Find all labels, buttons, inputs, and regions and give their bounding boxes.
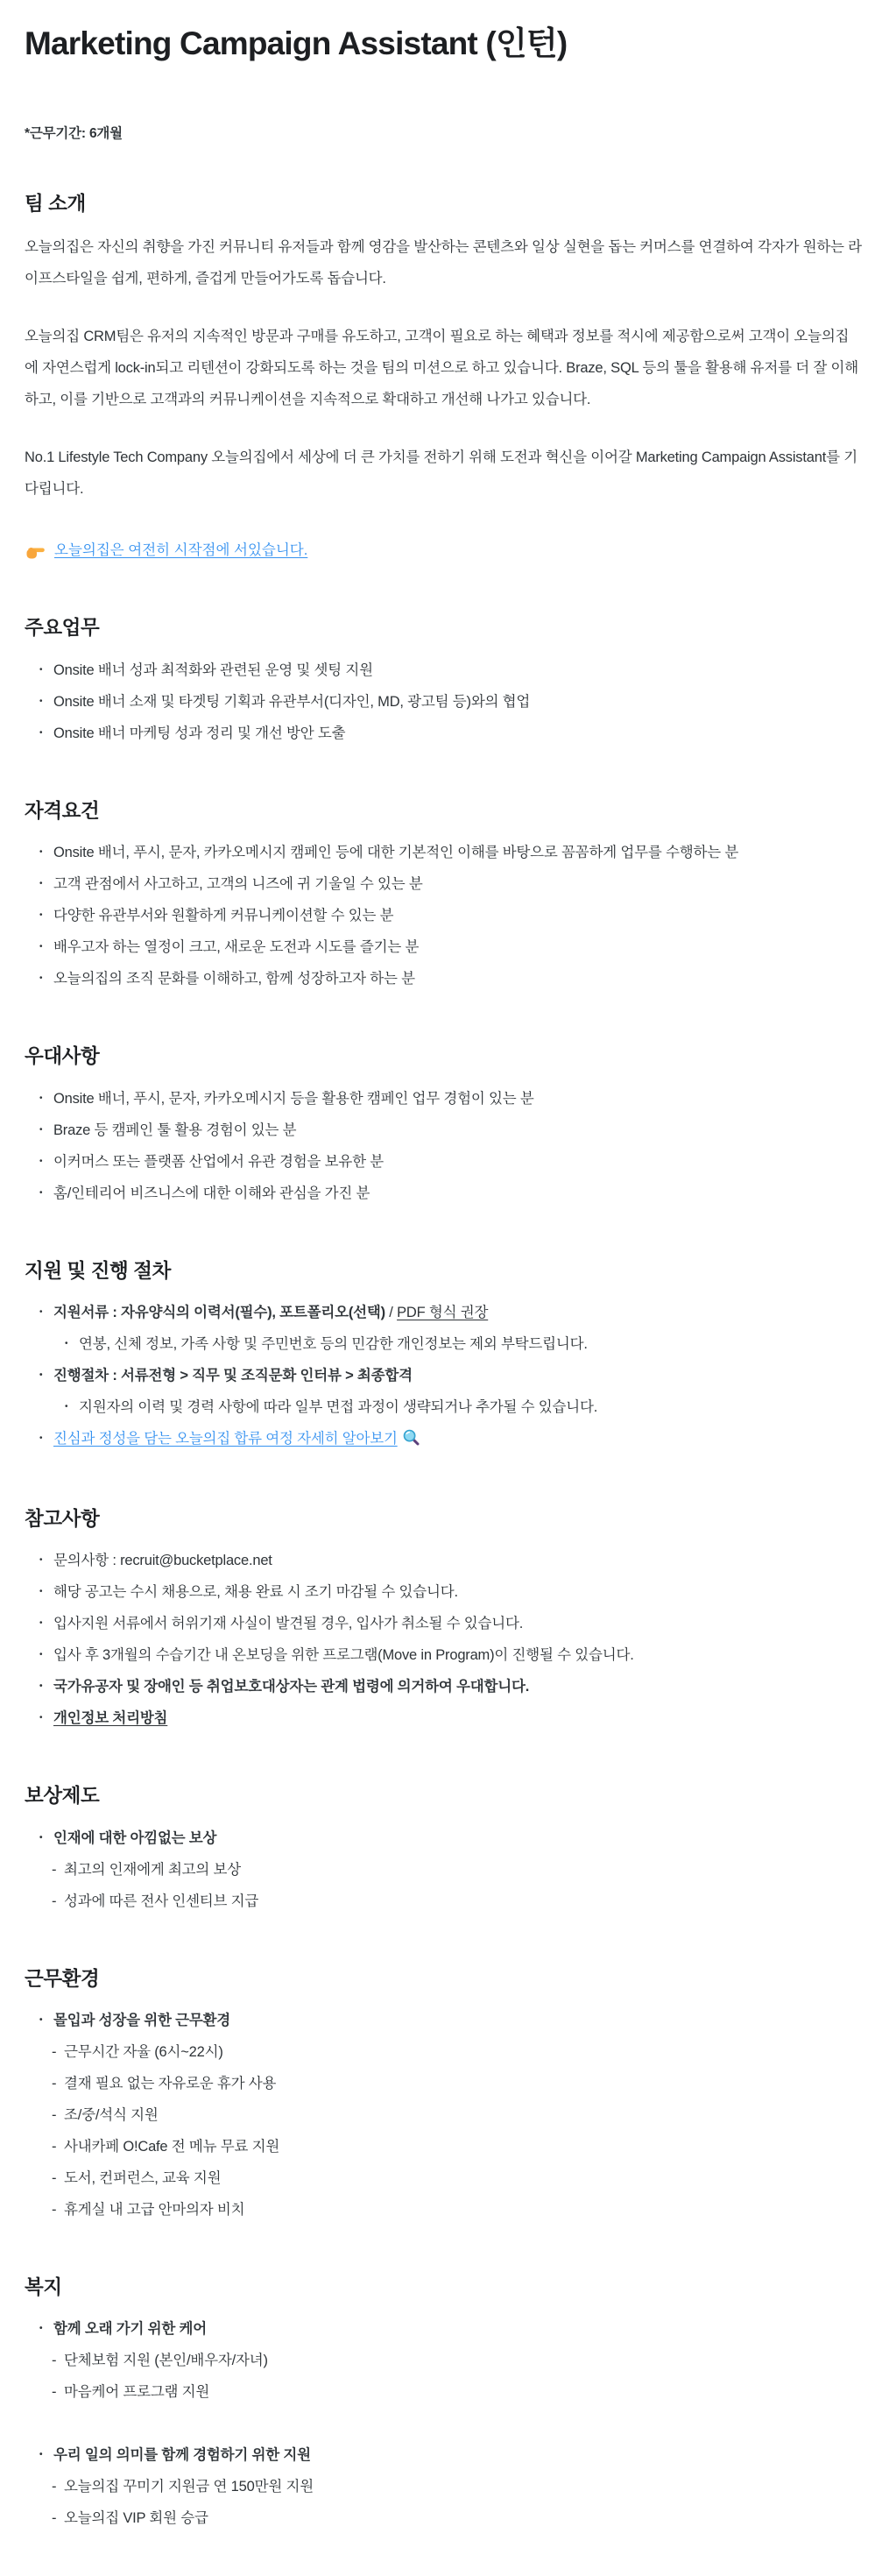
qualifications-heading: 자격요건 (25, 799, 100, 822)
process-documents-note: • 연봉, 신체 정보, 가족 사항 및 주민번호 등의 민감한 개인정보는 제외 부탁드립니다. (25, 1328, 863, 1360)
process-documents-separator: / (385, 1304, 398, 1320)
privacy-policy-link[interactable]: 개인정보 처리방침 (53, 1710, 168, 1727)
group-title: • 인재에 대한 아낌없는 보상 (25, 1822, 863, 1854)
process-steps-item: • 진행절차 : 서류전형 > 직무 및 조직문화 인터뷰 > 최종합격 (25, 1360, 863, 1391)
list-item: • Braze 등 캠페인 툴 활용 경험이 있는 분 (25, 1115, 863, 1146)
group-title: • 함께 오래 가기 위한 케어 (25, 2313, 863, 2345)
compensation-group (25, 1822, 863, 1917)
list-item: • 문의사항 : recruit@bucketplace.net (25, 1545, 863, 1576)
list-item: • 해당 공고는 수시 채용으로, 채용 완료 시 조기 마감될 수 있습니다. (25, 1576, 863, 1608)
environment-group (25, 2005, 863, 2226)
page-title: Marketing Campaign Assistant (인턴) (25, 25, 568, 61)
section-environment (25, 1966, 863, 2226)
team-intro-heading: 팀 소개 (25, 193, 86, 216)
list-item: - 조/중/석식 지원 (25, 2099, 863, 2131)
list-item: • 이커머스 또는 플랫폼 산업에서 유관 경험을 보유한 분 (25, 1146, 863, 1178)
team-intro-paragraph-3: No.1 Lifestyle Tech Company 오늘의집에서 세상에 더 큰 가치를 전하기 위해 도전과 혁신을 이어갈 Marketing Campaign Assistant를 기다립니다. (25, 449, 857, 498)
process-journey-item (25, 1423, 863, 1457)
starting-point-link-line (25, 534, 863, 566)
process-list (25, 1297, 863, 1457)
compensation-heading: 보상제도 (25, 1785, 100, 1808)
pointing-right-hand-icon (25, 540, 46, 561)
list-item: • Onsite 배너 성과 최적화와 관련된 운영 및 셋팅 지원 (25, 655, 863, 686)
magnifier-icon (403, 1426, 420, 1457)
list-item: • Onsite 배너 마케팅 성과 정리 및 개선 방안 도출 (25, 718, 863, 749)
section-main-tasks (25, 615, 863, 748)
welfare-group-care (25, 2313, 863, 2408)
list-item: • 입사지원 서류에서 허위기재 사실이 발견될 경우, 입사가 취소될 수 있습니다. (25, 1608, 863, 1639)
starting-point-link[interactable]: 오늘의집은 여전히 시작점에 서있습니다. (54, 542, 308, 559)
list-item: - 단체보험 지원 (본인/배우자/자녀) (25, 2345, 863, 2376)
preferred-heading: 우대사항 (25, 1045, 100, 1068)
privacy-policy-item (25, 1702, 863, 1734)
welfare-heading: 복지 (25, 2276, 62, 2299)
team-intro-paragraph-2: 오늘의집 CRM팀은 유저의 지속적인 방문과 구매를 유도하고, 고객이 필요로 하는 혜택과 정보를 적시에 제공함으로써 고객이 오늘의집에 자연스럽게 lock-in되고 리텐션이 강화되도록 하는 것을 팀의 미션으로 하고 있습니다. Braze, SQL 등의 툴을 활용해 유저를 더 잘 이해하고, 이를 기반으로 고객과의 커뮤니케이션을 지속적으로 확대하고 개선해 나가고 있습니다. (25, 329, 858, 408)
welfare-list (25, 2313, 863, 2534)
section-welfare (25, 2275, 863, 2534)
list-item: • Onsite 배너, 푸시, 문자, 카카오메시지 캠페인 등에 대한 기본적인 이해를 바탕으로 꼼꼼하게 업무를 수행하는 분 (25, 837, 863, 868)
list-item: • 오늘의집의 조직 문화를 이해하고, 함께 성장하고자 하는 분 (25, 963, 863, 994)
list-item: - 마음케어 프로그램 지원 (25, 2376, 863, 2408)
list-item: - 성과에 따른 전사 인센티브 지급 (25, 1886, 863, 1917)
environment-heading: 근무환경 (25, 1967, 100, 1990)
notes-list (25, 1545, 863, 1734)
welfare-group-meaning (25, 2439, 863, 2534)
journey-link[interactable]: 진심과 정성을 담는 오늘의집 합류 여정 자세히 알아보기 (53, 1430, 398, 1447)
group-title: • 몰입과 성장을 위한 근무환경 (25, 2005, 863, 2036)
process-documents-label: 지원서류 : 자유양식의 이력서(필수), 포트폴리오(선택) (53, 1304, 385, 1320)
protected-applicants-note: • 국가유공자 및 장애인 등 취업보호대상자는 관계 법령에 의거하여 우대합니다. (25, 1671, 863, 1702)
process-heading: 지원 및 진행 절차 (25, 1259, 171, 1282)
list-item: - 도서, 컨퍼런스, 교육 지원 (25, 2162, 863, 2194)
list-item: • 홈/인테리어 비즈니스에 대한 이해와 관심을 가진 분 (25, 1178, 863, 1209)
section-qualifications (25, 798, 863, 994)
list-item: • Onsite 배너, 푸시, 문자, 카카오메시지 등을 활용한 캠페인 업무 경험이 있는 분 (25, 1083, 863, 1115)
list-item: - 결재 필요 없는 자유로운 휴가 사용 (25, 2068, 863, 2099)
list-item: • 입사 후 3개월의 수습기간 내 온보딩을 위한 프로그램(Move in Program)이 진행될 수 있습니다. (25, 1639, 863, 1671)
process-steps-note: • 지원자의 이력 및 경력 사항에 따라 일부 면접 과정이 생략되거나 추가될 수 있습니다. (25, 1391, 863, 1423)
list-item: • 고객 관점에서 사고하고, 고객의 니즈에 귀 기울일 수 있는 분 (25, 868, 863, 900)
list-item: - 근무시간 자율 (6시~22시) (25, 2036, 863, 2068)
section-notes (25, 1506, 863, 1734)
list-item: - 휴게실 내 고급 안마의자 비치 (25, 2194, 863, 2226)
section-team-intro (25, 191, 863, 566)
list-item: - 사내카페 O!Cafe 전 메뉴 무료 지원 (25, 2131, 863, 2162)
notes-heading: 참고사항 (25, 1507, 100, 1530)
team-intro-paragraph-1: 오늘의집은 자신의 취향을 가진 커뮤니티 유저들과 함께 영감을 발산하는 콘텐츠와 일상 실현을 돕는 커머스를 연결하여 각자가 원하는 라이프스타일을 쉽게, 편하게, 즐겁게 만들어가도록 돕습니다. (25, 239, 862, 287)
work-period: *근무기간: 6개월 (25, 126, 123, 142)
list-item: - 최고의 인재에게 최고의 보상 (25, 1854, 863, 1886)
preferred-list (25, 1083, 863, 1209)
environment-list (25, 2005, 863, 2226)
qualifications-list (25, 837, 863, 994)
list-item: • 다양한 유관부서와 원활하게 커뮤니케이션할 수 있는 분 (25, 900, 863, 931)
section-compensation (25, 1783, 863, 1916)
list-item: • 배우고자 하는 열정이 크고, 새로운 도전과 시도를 즐기는 분 (25, 931, 863, 963)
group-title: • 우리 일의 의미를 함께 경험하기 위한 지원 (25, 2439, 863, 2471)
main-tasks-heading: 주요업무 (25, 617, 100, 640)
list-item: - 오늘의집 VIP 회원 승급 (25, 2502, 863, 2534)
process-documents-item (25, 1297, 863, 1328)
section-process (25, 1258, 863, 1457)
list-item: - 오늘의집 꾸미기 지원금 연 150만원 지원 (25, 2471, 863, 2502)
section-preferred (25, 1044, 863, 1208)
list-item: • Onsite 배너 소재 및 타겟팅 기획과 유관부서(디자인, MD, 광고팀 등)와의 협업 (25, 686, 863, 718)
pdf-format-note: PDF 형식 권장 (397, 1304, 489, 1320)
main-tasks-list (25, 655, 863, 749)
compensation-list (25, 1822, 863, 1917)
